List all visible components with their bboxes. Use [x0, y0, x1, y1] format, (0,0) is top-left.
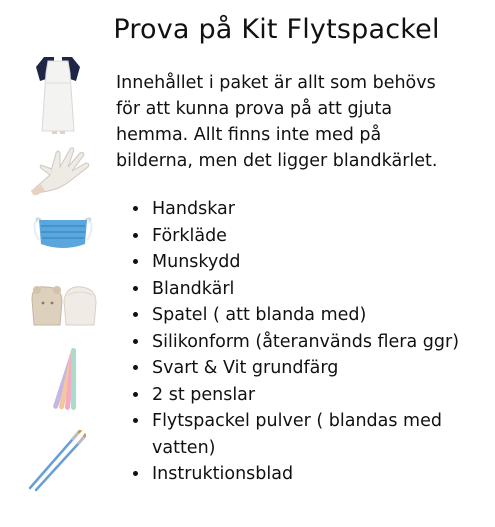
intro-text: Innehållet i paket är allt som behövs för att kunna prova på att gjuta hemma. Allt finns inte med på bilderna, men det ligger blandkärlet. — [116, 73, 438, 171]
list-item: • Flytspackel pulver ( blandas med vatten) — [150, 408, 495, 461]
spatulas-icon — [40, 346, 88, 412]
contents-list — [128, 196, 495, 488]
list-item: • Svart & Vit grundfärg — [150, 355, 495, 382]
list-item: • Handskar — [150, 196, 495, 223]
apron-icon — [34, 55, 82, 135]
page-title: Prova på Kit Flytspackel — [113, 14, 440, 45]
list-item: • Instruktionsblad — [150, 461, 495, 488]
list-item: • Silikonform (återanvänds flera ggr) — [150, 329, 495, 356]
list-item: • Förkläde — [150, 223, 495, 250]
paintbrushes-icon — [26, 430, 86, 492]
glove-icon — [30, 143, 92, 195]
list-item: • Blandkärl — [150, 276, 495, 303]
list-item: • 2 st penslar — [150, 382, 495, 409]
face-mask-icon — [33, 212, 93, 252]
list-item: • Spatel ( att blanda med) — [150, 302, 495, 329]
list-item: • Munskydd — [150, 249, 495, 276]
silicone-molds-icon — [28, 281, 98, 329]
